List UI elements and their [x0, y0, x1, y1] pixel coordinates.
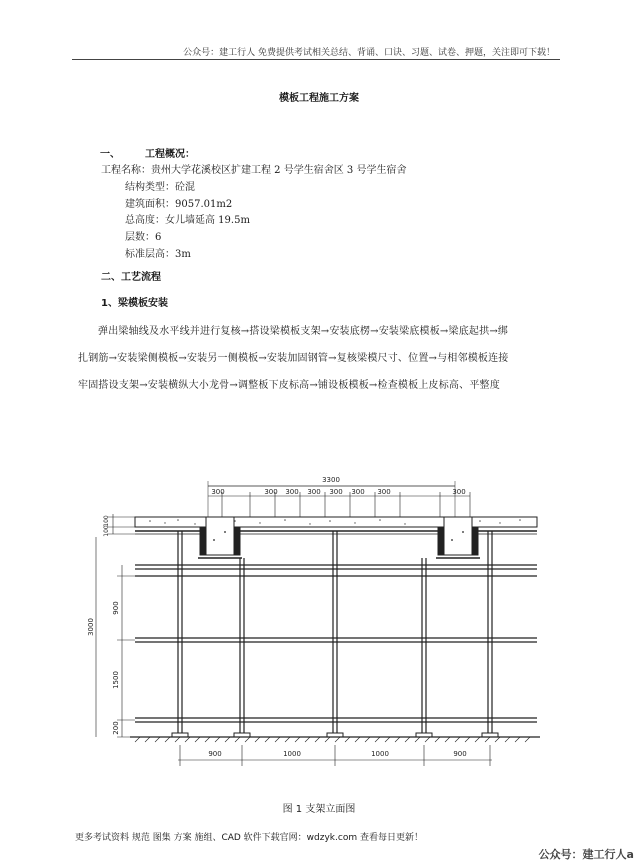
section2-heading: 二、工艺流程 — [101, 272, 161, 283]
left-total-dim: 3000 — [87, 618, 95, 636]
vertical-poles — [178, 531, 492, 733]
header-note: 公众号：建工行人 免费提供考试相关总结、背诵、口诀、习题、试卷、押题，关注即可下载！ — [183, 48, 555, 58]
top-dim-5: 300 — [329, 488, 343, 496]
bottom-dim-3: 1000 — [371, 750, 389, 758]
header-rule — [72, 59, 560, 60]
left-dimension-lines — [96, 514, 135, 737]
ground-hatch — [130, 737, 540, 742]
building-area: 建筑面积：9057.01m2 — [125, 199, 233, 210]
left-dim-900: 900 — [112, 601, 120, 615]
bottom-dim-2: 1000 — [283, 750, 301, 758]
top-dim-8: 300 — [452, 488, 466, 496]
figure-caption: 图 1 支架立面图 — [282, 804, 356, 815]
left-small-dim-2: 100 — [103, 525, 110, 537]
top-dim-4: 300 — [307, 488, 321, 496]
section1-heading-number: 一、 — [100, 149, 120, 160]
top-dim-1: 300 — [211, 488, 225, 496]
watermark: 公众号：建工行人a — [538, 848, 634, 861]
bottom-dim-4: 900 — [453, 750, 467, 758]
footer-note: 更多考试资料 规范 图集 方案 施组、CAD 软件下载官网：wdzyk.com 查看每日更新！ — [75, 833, 423, 843]
document-title: 模板工程施工方案 — [279, 93, 359, 104]
process-line-2: 扎钢筋→安装梁侧模板→安装另一侧模板→安装加固钢管→复核梁模尺寸、位置→与相邻模板连接 — [78, 353, 509, 364]
section1-heading: 工程概况： — [145, 149, 195, 160]
project-name: 工程名称：贵州大学花溪校区扩建工程 2 号学生宿舍区 3 号学生宿舍 — [101, 165, 407, 176]
support-elevation-drawing — [0, 460, 638, 790]
process-line-3: 牢固搭设支架→安装横纵大小龙骨→调整板下皮标高→铺设板模板→检查模板上皮标高、平整度 — [78, 380, 500, 391]
subsection-beam-formwork: 1、梁模板安装 — [101, 298, 168, 309]
top-dimension-segments — [208, 492, 470, 520]
left-small-dim-1: 100 — [103, 515, 110, 527]
left-dim-1500: 1500 — [112, 671, 120, 689]
floor-height: 标准层高：3m — [125, 249, 191, 260]
process-line-1: 弹出梁轴线及水平线并进行复核→搭设梁模板支架→安装底楞→安装梁底模板→梁底起拱→绑 — [98, 326, 509, 337]
top-dim-2: 300 — [264, 488, 278, 496]
top-total-dim: 3300 — [322, 476, 340, 484]
bottom-dim-1: 900 — [208, 750, 222, 758]
top-dimension-total — [208, 476, 455, 520]
bottom-dimension-lines — [178, 745, 492, 766]
floor-count: 层数：6 — [125, 232, 162, 243]
left-dim-200: 200 — [112, 721, 120, 735]
horizontal-tubes — [135, 565, 537, 722]
top-dim-3: 300 — [285, 488, 299, 496]
top-dim-6: 300 — [351, 488, 365, 496]
total-height: 总高度：女儿墙延高 19.5m — [125, 215, 250, 226]
structure-type: 结构类型：砼混 — [125, 182, 195, 193]
top-dim-7: 300 — [377, 488, 391, 496]
